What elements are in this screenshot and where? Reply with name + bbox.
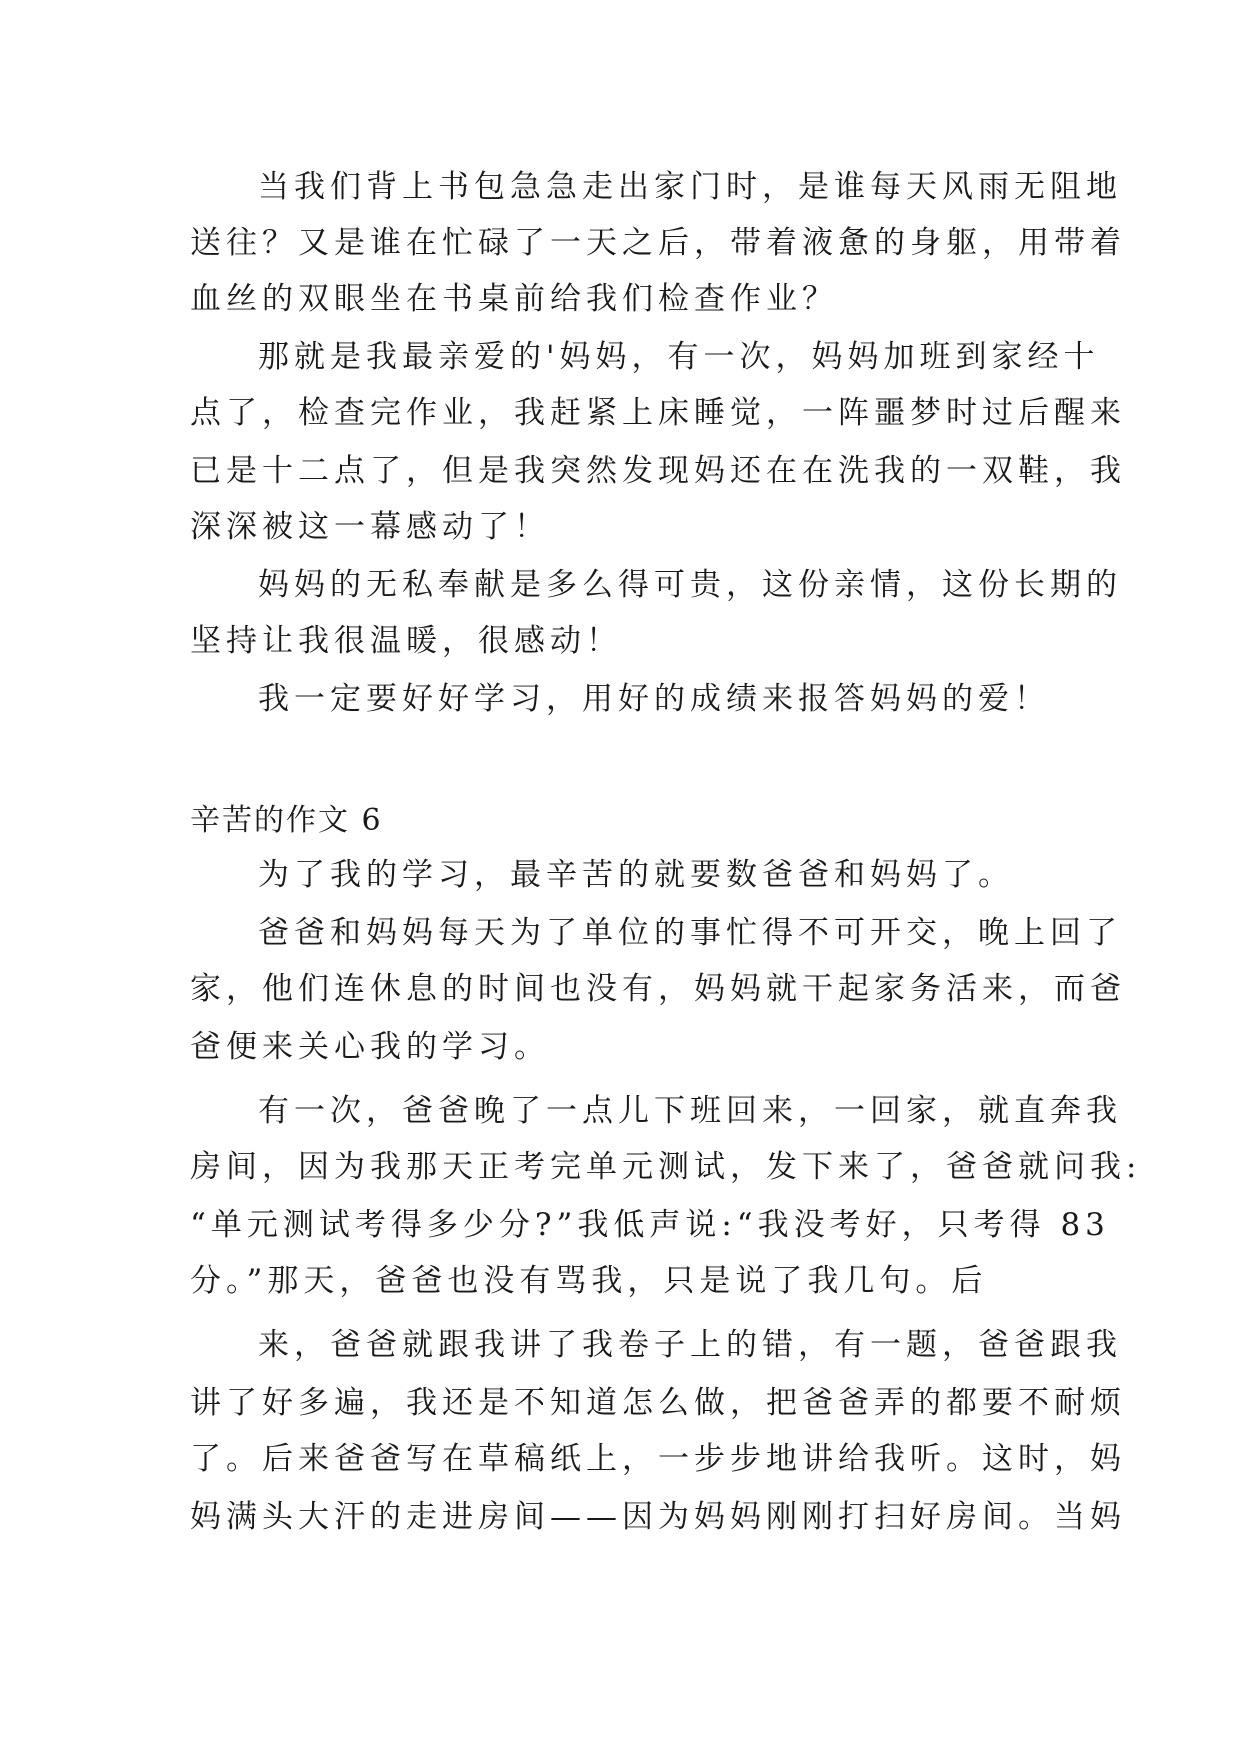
paragraph-line: 坚持让我很温暖，很感动！ xyxy=(190,623,622,659)
paragraph-line: 讲了好多遍，我还是不知道怎么做，把爸爸弄的都要不耐烦 xyxy=(190,1385,1126,1421)
paragraph-line: 房间，因为我那天正考完单元测试，发下来了，爸爸就问我: xyxy=(190,1149,1142,1185)
paragraph-line: 妈满头大汗的走进房间——因为妈妈刚刚打扫好房间。当妈 xyxy=(190,1499,1126,1535)
paragraph-line: 那就是我最亲爱的'妈妈，有一次，妈妈加班到家经十 xyxy=(258,339,1100,375)
paragraph-line: 爸爸和妈妈每天为了单位的事忙得不可开交，晚上回了 xyxy=(258,915,1122,951)
paragraph-line: 血丝的双眼坐在书桌前给我们检查作业？ xyxy=(190,281,838,317)
paragraph-line: 分。”那天，爸爸也没有骂我，只是说了我几句。后 xyxy=(190,1263,988,1299)
essay-title: 辛苦的作文 6 xyxy=(190,803,383,838)
paragraph-line: 有一次，爸爸晚了一点儿下班回来，一回家，就直奔我 xyxy=(258,1093,1122,1129)
paragraph-line: 妈妈的无私奉献是多么得可贵，这份亲情，这份长期的 xyxy=(258,567,1122,603)
paragraph-line: 家，他们连休息的时间也没有，妈妈就干起家务活来，而爸 xyxy=(190,971,1126,1007)
paragraph-line: 来，爸爸就跟我讲了我卷子上的错，有一题，爸爸跟我 xyxy=(258,1327,1122,1363)
paragraph-line: 了。后来爸爸写在草稿纸上，一步步地讲给我听。这时，妈 xyxy=(190,1441,1126,1477)
paragraph-line: “单元测试考得多少分?”我低声说:“我没考好，只考得 83 xyxy=(190,1207,1110,1243)
paragraph-line: 爸便来关心我的学习。 xyxy=(190,1029,550,1065)
paragraph-line: 我一定要好好学习，用好的成绩来报答妈妈的爱！ xyxy=(258,681,1050,717)
paragraph-line: 点了，检查完作业，我赶紧上床睡觉，一阵噩梦时过后醒来 xyxy=(190,395,1126,431)
paragraph-line: 已是十二点了，但是我突然发现妈还在在洗我的一双鞋，我 xyxy=(190,453,1126,489)
paragraph-line: 送往？又是谁在忙碌了一天之后，带着液惫的身躯，用带着 xyxy=(190,225,1126,261)
paragraph-line: 为了我的学习，最辛苦的就要数爸爸和妈妈了。 xyxy=(258,857,1014,893)
paragraph-line: 当我们背上书包急急走出家门时，是谁每天风雨无阻地 xyxy=(258,169,1122,205)
paragraph-line: 深深被这一幕感动了！ xyxy=(190,509,550,545)
